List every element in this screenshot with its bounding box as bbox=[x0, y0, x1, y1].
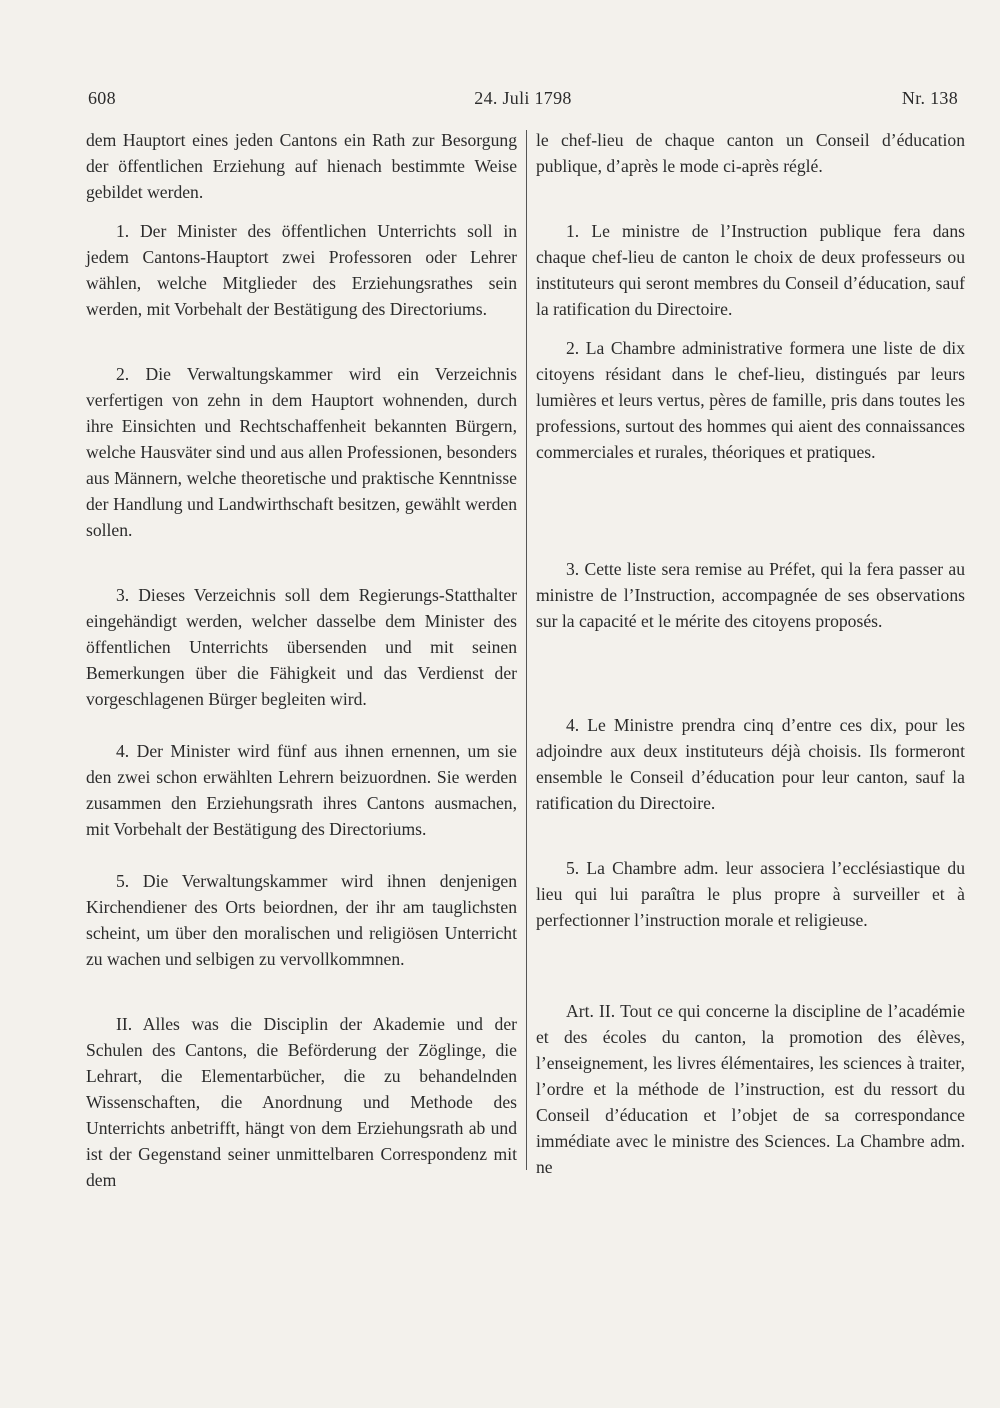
german-paragraph-2: 2. Die Verwaltungskammer wird ein Verzeichnis verfertigen von zehn in dem Hauptort wohnenden, durch ihre Einsichten und Rechtschaffenheit bekannten Bürgern, welche Hausväter sind und aus allen Professionen, besonders aus Männern, welche theoretische und praktische Kenntnisse der Handlung und Landwirthschaft besitzen, gewählt werden sollen. bbox=[86, 364, 517, 540]
french-paragraph-5: 5. La Chambre adm. leur associera l’ecclésiastique du lieu qui lui paraîtra le plus propre à surveiller et à perfectionner l’instruction morale et religieuse. bbox=[536, 858, 965, 930]
german-paragraph-1: 1. Der Minister des öffentlichen Unterrichts soll in jedem Cantons-Hauptort zwei Professoren oder Lehrer wählen, welche Mitglieder des Erziehungsrathes sein werden, mit Vorbehalt der Bestätigung des Directoriums. bbox=[86, 221, 517, 319]
document-number: Nr. 138 bbox=[901, 88, 958, 108]
french-paragraph-4: 4. Le Ministre prendra cinq d’entre ces dix, pour les adjoindre aux deux instituteurs déjà choisis. Ils formeront ensemble le Conseil d’éducation pour leur canton, sauf la ratification du Directoire. bbox=[536, 715, 965, 813]
german-paragraph-4: 4. Der Minister wird fünf aus ihnen ernennen, um sie den zwei schon erwählten Lehrern beizuordnen. Sie werden zusammen den Erziehungsrath ihres Cantons ausmachen, mit Vorbehalt der Bestätigung des Directoriums. bbox=[86, 741, 517, 839]
french-column bbox=[536, 127, 965, 1180]
document-date: 24. Juli 1798 bbox=[474, 88, 572, 108]
page-header bbox=[88, 88, 958, 116]
german-paragraph-3: 3. Dieses Verzeichnis soll dem Regierungs-Statthalter eingehändigt werden, welcher dasselbe dem Minister des öffentlichen Unterrichts übersenden und mit seinen Bemerkungen über die Fähigkeit und das Verdienst der vorgeschlagenen Bürger begleiten wird. bbox=[86, 585, 517, 709]
german-paragraph-intro: dem Hauptort eines jeden Cantons ein Rath zur Besorgung der öffentlichen Erziehung auf hienach bestimmte Weise gebildet werden. bbox=[86, 130, 517, 202]
french-paragraph-2: 2. La Chambre administrative formera une liste de dix citoyens résidant dans le chef-lieu, distingués par leurs lumières et leurs vertus, pères de famille, pris dans toutes les professions, surtout des hommes qui aient des connaissances commerciales et rurales, théoriques et pratiques. bbox=[536, 338, 965, 462]
french-paragraph-intro: le chef-lieu de chaque canton un Conseil d’éducation publique, d’après le mode ci-après réglé. bbox=[536, 130, 965, 176]
page-number: 608 bbox=[88, 88, 116, 108]
french-paragraph-1: 1. Le ministre de l’Instruction publique fera dans chaque chef-lieu de canton le choix de deux professeurs ou instituteurs qui seront membres du Conseil d’éducation, sauf la ratification du Directoire. bbox=[536, 221, 965, 319]
german-column bbox=[86, 127, 517, 1193]
french-paragraph-3: 3. Cette liste sera remise au Préfet, qui la fera passer au ministre de l’Instruction, accompagnée de ses observations sur la capacité et le mérite des citoyens proposés. bbox=[536, 559, 965, 631]
french-paragraph-II: Art. II. Tout ce qui concerne la discipline de l’académie et des écoles du canton, la promotion des élèves, l’enseignement, les livres élémentaires, les sciences à traiter, l’ordre et la méthode de l’instruction, est du ressort du Conseil d’éducation et l’objet de sa correspondance immédiate avec le ministre des Sciences. La Chambre adm. ne bbox=[536, 1001, 965, 1177]
german-paragraph-5: 5. Die Verwaltungskammer wird ihnen denjenigen Kirchendiener des Orts beiordnen, der ihr am tauglichsten scheint, um über den moralischen und religiösen Unterricht zu wachen und selbigen zu vervollkommnen. bbox=[86, 871, 517, 969]
column-divider bbox=[526, 130, 527, 1170]
german-paragraph-II: II. Alles was die Disciplin der Akademie und der Schulen des Cantons, die Beförderung der Zöglinge, die Lehrart, die Elementarbücher, die zu behandelnden Wissenschaften, die Anordnung und Methode des Unterrichts anbetrifft, hängt von dem Erziehungsrath ab und ist der Gegenstand seiner unmittelbaren Correspondenz mit dem bbox=[86, 1014, 517, 1190]
